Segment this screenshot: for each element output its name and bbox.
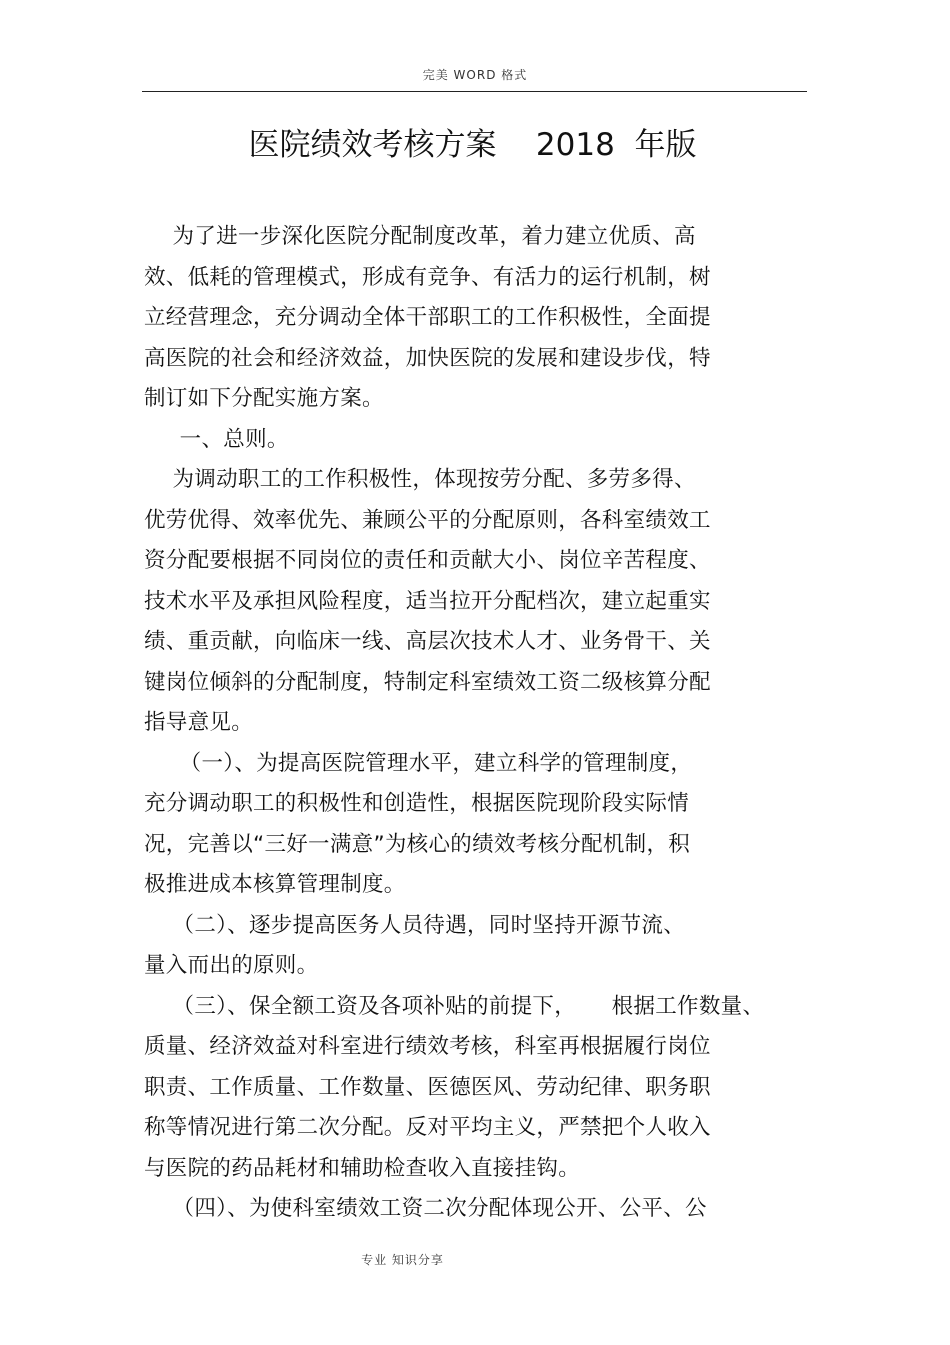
body-text-line: 况，完善以“三好一满意”为核心的绩效考核分配机制，积 [144, 831, 691, 857]
body-text-line: （三）、保全额工资及各项补贴的前提下， 根据工作数量、 [144, 993, 765, 1019]
body-text-line: 制订如下分配实施方案。 [144, 386, 384, 411]
page-footer: 专业 知识分享 [361, 1253, 444, 1267]
body-text-line: 资分配要根据不同岗位的责任和贡献大小、岗位辛苦程度、 [144, 548, 711, 573]
page-header: 完美 WORD 格式 [422, 68, 528, 82]
body-text-line: 与医院的药品耗材和辅助检查收入直接挂钩。 [144, 1155, 581, 1181]
body-text-line: 为调动职工的工作积极性，体现按劳分配、多劳多得、 [144, 467, 696, 492]
header-divider [142, 91, 807, 92]
document-title: 医院绩效考核方案 2018 年版 [248, 127, 697, 163]
body-text-line: 量入而出的原则。 [144, 953, 319, 978]
body-text-line: 立经营理念，充分调动全体干部职工的工作积极性，全面提 [144, 305, 711, 330]
body-text-line: （二）、逐步提高医务人员待遇，同时坚持开源节流、 [144, 912, 685, 938]
body-text-line: 质量、经济效益对科室进行绩效考核，科室再根据履行岗位 [144, 1034, 711, 1059]
body-text-line: 职责、工作质量、工作数量、医德医风、劳动纪律、职务职 [144, 1074, 711, 1100]
body-text-line: 指导意见。 [144, 710, 254, 735]
body-text-line: 效、低耗的管理模式，形成有竞争、有活力的运行机制，树 [144, 264, 711, 290]
body-text-line: 高医院的社会和经济效益，加快医院的发展和建设步伐，特 [144, 345, 711, 371]
body-text-line: 为了进一步深化医院分配制度改革，着力建立优质、高 [144, 224, 696, 249]
body-text-line: 技术水平及承担风险程度，适当拉开分配档次，建立起重实 [144, 588, 711, 614]
body-text-line: （一）、为提高医院管理水平，建立科学的管理制度， [144, 750, 693, 776]
body-text-line: 绩、重贡献，向临床一线、高层次技术人才、业务骨干、关 [144, 629, 711, 654]
body-text-line: 键岗位倾斜的分配制度，特制定科室绩效工资二级核算分配 [144, 669, 711, 695]
body-text-line: 优劳优得、效率优先、兼顾公平的分配原则，各科室绩效工 [144, 507, 711, 533]
body-text-line: 极推进成本核算管理制度。 [144, 872, 406, 897]
body-text-line: 一、总则。 [144, 426, 289, 452]
body-text-line: 充分调动职工的积极性和创造性，根据医院现阶段实际情 [144, 791, 690, 816]
document-body [144, 217, 804, 1230]
body-text-line: （四）、为使科室绩效工资二次分配体现公开、公平、公 [144, 1196, 707, 1221]
body-text-line: 称等情况进行第二次分配。反对平均主义，严禁把个人收入 [144, 1115, 711, 1140]
